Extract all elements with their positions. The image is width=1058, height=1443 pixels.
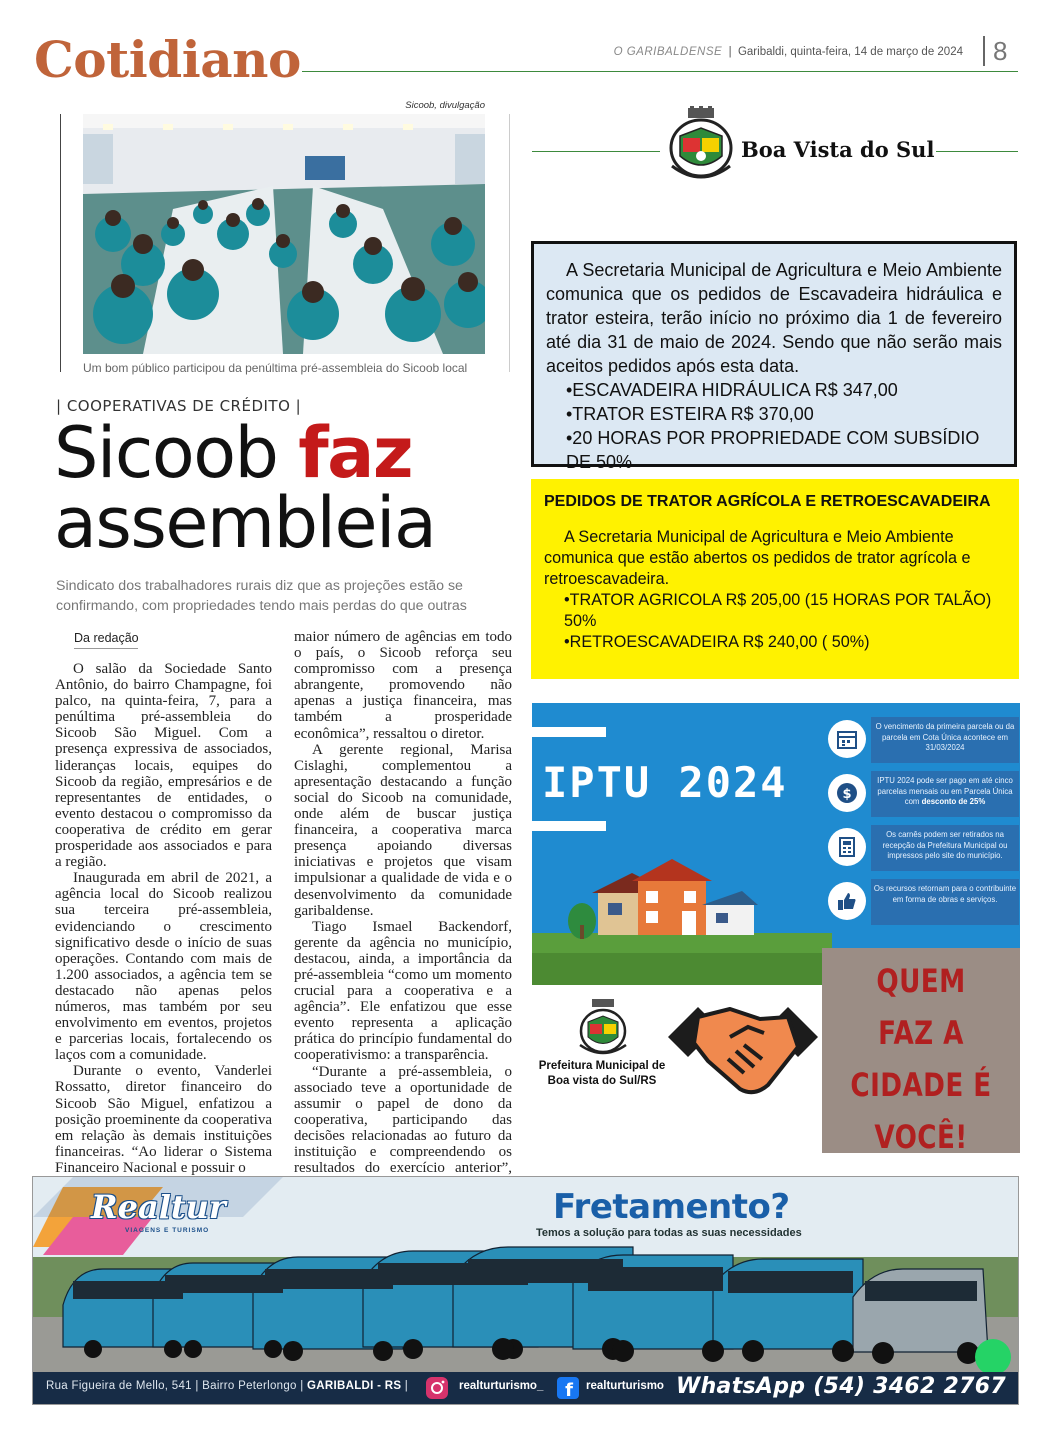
publication-name: O GARIBALDENSE xyxy=(613,46,723,58)
address-text: Rua Figueira de Mello, 541 | Bairro Peterlongo | xyxy=(46,1380,308,1392)
notice-excavator xyxy=(531,241,1017,472)
column-divider xyxy=(60,114,61,372)
notice-body: A Secretaria Municipal de Agricultura e Meio Ambiente comunica que estão abertos os pedidos de trator agrícola e retroescavadeira. xyxy=(544,528,971,588)
notice-tractor xyxy=(531,479,1019,679)
whatsapp-number[interactable]: WhatsApp (54) 3462 2767 xyxy=(676,1374,1006,1399)
calendar-icon xyxy=(828,720,866,758)
info-text: IPTU 2024 pode ser pago em até cinco parcelas mensais ou em Parcela Única com xyxy=(877,776,1013,806)
iptu-info-pickup xyxy=(828,825,1020,871)
municipality-name: Boa Vista do Sul xyxy=(741,137,935,162)
iptu-info-text xyxy=(871,771,1019,817)
municipal-seal-icon xyxy=(572,999,634,1059)
realtur-logo-subtitle: VIAGENS E TURISMO xyxy=(125,1227,210,1234)
byline-rule xyxy=(74,648,138,649)
notice-item: •ESCAVADEIRA HIDRÁULICA R$ 347,00 xyxy=(566,380,898,400)
article-headline xyxy=(54,412,436,564)
notice-item: •TRATOR AGRICOLA R$ 205,00 (15 HORAS POR TALÃO) 50% xyxy=(564,591,992,630)
article-column-1 xyxy=(55,661,272,1176)
notice-item: •TRATOR ESTEIRA R$ 370,00 xyxy=(566,404,814,424)
headline-accent: faz xyxy=(298,412,413,494)
prefeitura-line: Prefeitura Municipal de xyxy=(538,1060,666,1072)
realtur-logo-text: Realtur xyxy=(91,1188,226,1226)
slogan-line: VOCÊ! xyxy=(874,1118,968,1156)
notice-item: •20 HORAS POR PROPRIEDADE COM SUBSÍDIO DE 50% xyxy=(566,428,980,472)
realtur-ad xyxy=(32,1176,1019,1405)
paragraph: A gerente regional, Marisa Cislaghi, complementou a apresentação destacando a função social do Sicoob na comunidade, onde além de buscar justiça financeira, a cooperativa marca presença apoiando diversas iniciativas e projetos que visam impulsionar a qualidade de vida e o desenvolvimento da comunidade garibaldense. xyxy=(294,741,512,919)
instagram-icon xyxy=(425,1376,449,1400)
handshake-icon xyxy=(668,997,818,1107)
decorative-bar xyxy=(532,727,606,737)
assembly-photo xyxy=(83,114,485,354)
slogan-line: QUEM xyxy=(876,962,966,1000)
photo-caption: Um bom público participou da penúltima pré-assembleia do Sicoob local xyxy=(83,361,468,375)
paragraph: Durante o evento, Vanderlei Rossatto, diretor financeiro do Sicoob São Miguel, enfatizou a posição proeminente da cooperativa em relação às demais instituições financeiras. “Ao liderar o Sistema Financeiro Nacional e possuir o xyxy=(55,1063,272,1176)
page-number: 8 xyxy=(993,36,1008,66)
notice-item: •RETROESCAVADEIRA R$ 240,00 ( 50%) xyxy=(564,633,870,651)
thumbs-up-icon xyxy=(828,882,866,920)
headline-text: Sicoob xyxy=(54,412,299,494)
photo-credit: Sicoob, divulgação xyxy=(405,100,485,111)
paragraph: Inaugurada em abril de 2021, a agência local do Sicoob realizou sua terceira pré-assembleia, evidenciando o crescimento significativo desde o início de suas operações. Contando com mais de 1.200 associados, a agência tem se destacado não apenas pelos números, mas também por seu envolvimento em eventos, projetos e parcerias locais, fortalecendo os laços com a comunidade. xyxy=(55,870,272,1064)
paragraph: O salão da Sociedade Santo Antônio, do bairro Champagne, foi palco, na quinta-feira, 7, para a penúltima pré-assembleia do Sicoob São Miguel. Com a presença expressiva de associados, lideranças locais, equipes do Sicoob da região, empresários e de representantes de entidades, o evento destacou o compromisso da cooperativa de crédito em gerar prosperidade aos associados e para a região. xyxy=(55,661,272,871)
header-dateline: O GARIBALDENSE | Garibaldi, quinta-feira, 14 de março de 2024 xyxy=(613,46,963,58)
column-divider xyxy=(509,114,510,372)
iptu-info-text: Os recursos retornam para o contribuinte em forma de obras e serviços. xyxy=(871,879,1019,925)
municipal-seal-icon xyxy=(660,106,742,186)
article-column-2 xyxy=(294,629,512,1192)
calculator-icon xyxy=(828,828,866,866)
decorative-bar xyxy=(532,821,606,831)
paragraph: maior número de agências em todo o país, o Sicoob reforça seu compromisso com a presença abrangente, promovendo não apenas a justiça financeira, mas também a prosperidade econômica”, ressaltou o diretor. xyxy=(294,629,512,742)
info-highlight: desconto de 25% xyxy=(921,797,986,806)
article-byline: Da redação xyxy=(74,631,139,645)
section-title: Cotidiano xyxy=(34,30,301,89)
notice-title: PEDIDOS DE TRATOR AGRÍCOLA E RETROESCAVADEIRA xyxy=(544,493,991,510)
iptu-title: IPTU 2024 xyxy=(542,758,788,807)
ad-footer xyxy=(33,1372,1018,1404)
house-illustration xyxy=(532,853,832,985)
paragraph: “Durante a pré-assembleia, o associado teve a oportunidade de assumir o papel de dono da cooperativa, participando das decisões relacionadas ao futuro da instituição e compreendendo os resultados do exercício anterior”, xyxy=(294,1063,512,1177)
city-campaign-ad xyxy=(532,962,1020,1156)
svg-text:$: $ xyxy=(842,787,852,802)
article-kicker: | COOPERATIVAS DE CRÉDITO | xyxy=(56,397,302,415)
slogan-line: CIDADE É xyxy=(850,1066,992,1104)
iptu-info-resources xyxy=(828,879,1020,925)
facebook-handle[interactable]: realturturismo xyxy=(586,1380,664,1392)
header-separator xyxy=(983,36,985,66)
iptu-ad xyxy=(532,703,1020,985)
iptu-info-installments xyxy=(828,771,1020,817)
iptu-info-text: O vencimento da primeira parcela ou da parcela em Cota Única acontece em 31/03/2024 xyxy=(871,717,1019,763)
instagram-handle[interactable]: realturturismo_ xyxy=(459,1380,544,1392)
prefeitura-line: Boa vista do Sul/RS xyxy=(547,1075,657,1087)
svg-text:f: f xyxy=(565,1380,573,1400)
address-sep: | xyxy=(401,1380,409,1392)
iptu-info-due-date xyxy=(828,717,1020,763)
crowd-photo-illustration xyxy=(83,114,485,354)
facebook-icon xyxy=(556,1376,580,1400)
notice-body: A Secretaria Municipal de Agricultura e Meio Ambiente comunica que os pedidos de Escavadeira hidráulica e trator esteira, terão início no próximo dia 1 de fevereiro até dia 31 de maio de 2024. Sendo que não serão mais aceitos pedidos após esta data. xyxy=(546,260,1002,376)
paragraph: Tiago Ismael Backendorf, gerente da agência no município, destacou, ainda, a importância da pré-assembleia “como um momento crucial para a cooperativa e a agência”. Ele enfatizou que esse evento representa a aplicação prática do princípio fundamental do cooperativismo: a transparência. xyxy=(294,918,512,1064)
iptu-info-text: Os carnês podem ser retirados na recepção da Prefeitura Municipal ou impressos pelo site do município. xyxy=(871,825,1019,871)
headline-text-line2: assembleia xyxy=(54,482,436,564)
campaign-slogan xyxy=(840,955,1002,1163)
slogan-line: FAZ A xyxy=(878,1014,964,1052)
header-rule xyxy=(302,71,1018,72)
article-subhead: Sindicato dos trabalhadores rurais diz que as projeções estão se confirmando, com propriedades tendo mais perdas do que outras xyxy=(56,578,467,614)
dollar-icon xyxy=(828,774,866,812)
prefeitura-label xyxy=(532,1059,672,1089)
dateline-text: Garibaldi, quinta-feira, 14 de março de 2024 xyxy=(737,46,963,58)
ad-address xyxy=(46,1380,408,1392)
ad-headline: Fretamento? xyxy=(553,1187,790,1227)
ad-subline: Temos a solução para todas as suas necessidades xyxy=(536,1227,802,1239)
address-city: GARIBALDI - RS xyxy=(307,1380,402,1392)
